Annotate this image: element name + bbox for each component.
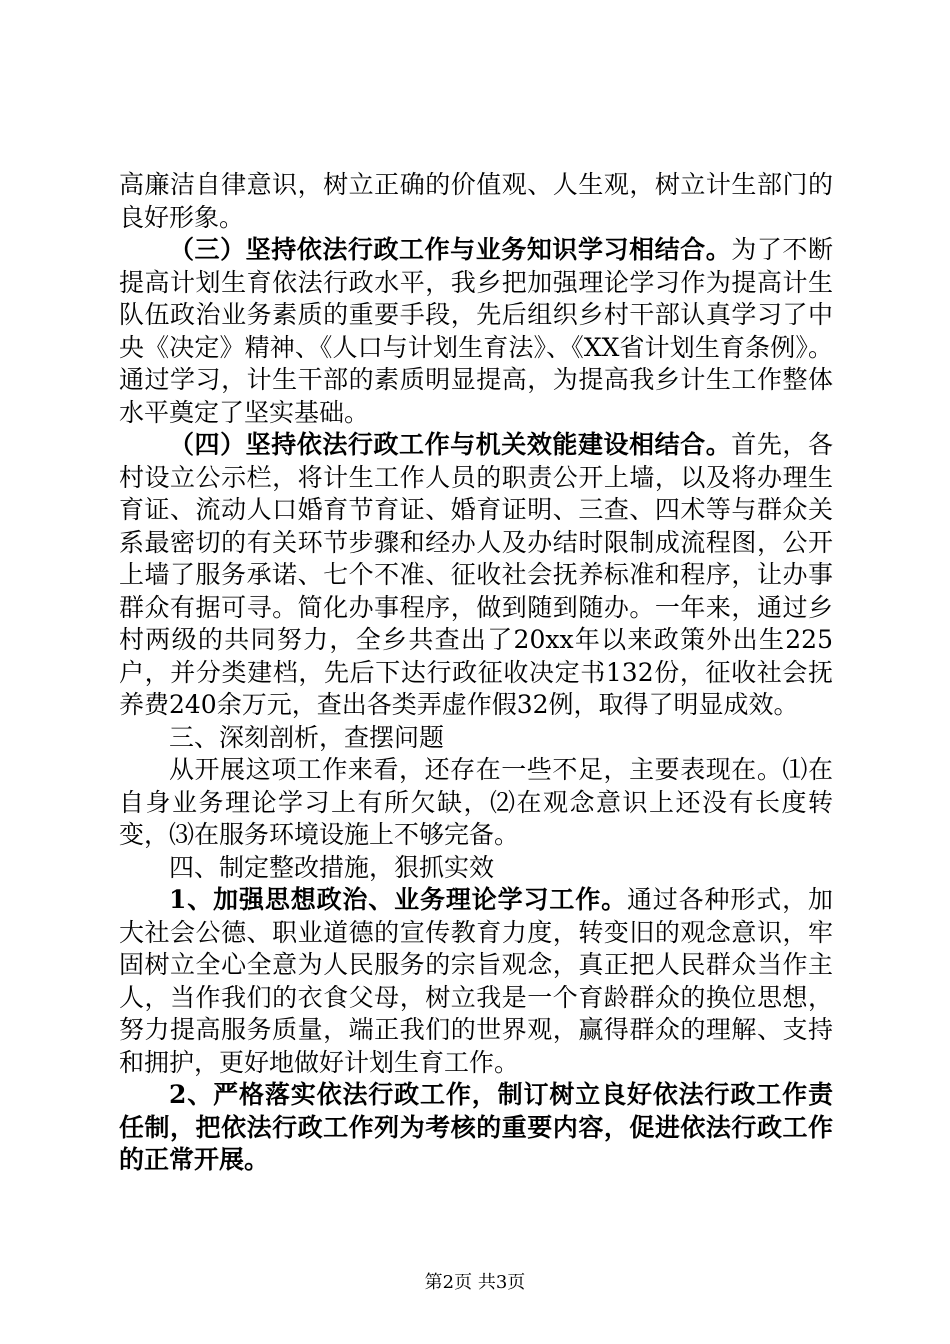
paragraph-2 bbox=[119, 429, 833, 722]
paragraph-0-text: 高廉洁自律意识，树立正确的价值观、人生观，树立计生部门的良好形象。 bbox=[119, 170, 833, 232]
paragraph-1-heading: （三）坚持依法行政工作与业务知识学习相结合。 bbox=[169, 235, 732, 264]
paragraph-6 bbox=[119, 884, 833, 1079]
section-heading-5-text: 四、制定整改措施，狠抓实效 bbox=[169, 852, 495, 882]
section-heading-5 bbox=[119, 852, 833, 885]
paragraph-1 bbox=[119, 234, 833, 429]
paragraph-7-heading: 2、严格落实依法行政工作，制订树立良好依法行政工作责任制，把依法行政工作列为考核的重要内容，促进依法行政工作的正常开展。 bbox=[119, 1080, 833, 1174]
paragraph-4-text: 从开展这项工作来看，还存在一些不足，主要表现在。⑴在自身业务理论学习上有所欠缺，⑵在观念意识上还没有长度转变，⑶在服务环境设施上不够完备。 bbox=[119, 755, 833, 849]
paragraph-4 bbox=[119, 754, 833, 852]
paragraph-2-heading: （四）坚持依法行政工作与机关效能建设相结合。 bbox=[169, 430, 732, 459]
paragraph-1-text: 为了不断提高计划生育依法行政水平，我乡把加强理论学习作为提高计生队伍政治业务素质的重要手段，先后组织乡村干部认真学习了中央《决定》精神、《人口与计划生育法》、《XX省计划生育条例》。通过学习，计生干部的素质明显提高，为提高我乡计生工作整体水平奠定了坚实基础。 bbox=[119, 235, 833, 427]
section-heading-3 bbox=[119, 722, 833, 755]
paragraph-2-text: 首先，各村设立公示栏，将计生工作人员的职责公开上墙，以及将办理生育证、流动人口婚育节育证、婚育证明、三查、四术等与群众关系最密切的有关环节步骤和经办人及办结时限制成流程图，公开上墙了服务承诺、七个不准、征收社会抚养标准和程序，让办事群众有据可寻。简化办事程序，做到随到随办。一年来，通过乡村两级的共同努力，全乡共查出了20xx年以来政策外出生225户，并分类建档，先后下达行政征收决定书132份，征收社会抚养费240余万元，查出各类弄虚作假32例，取得了明显成效。 bbox=[119, 430, 833, 719]
paragraph-7 bbox=[119, 1079, 833, 1177]
document-body bbox=[119, 169, 833, 1177]
page-number-label: 第2页 共3页 bbox=[424, 1272, 526, 1293]
paragraph-6-text: 通过各种形式，加大社会公德、职业道德的宣传教育力度，转变旧的观念意识，牢固树立全心全意为人民服务的宗旨观念，真正把人民群众当作主人，当作我们的衣食父母，树立我是一个育龄群众的换位思想，努力提高服务质量，端正我们的世界观，赢得群众的理解、支持和拥护，更好地做好计划生育工作。 bbox=[119, 885, 833, 1077]
paragraph-6-heading: 1、加强思想政治、业务理论学习工作。 bbox=[169, 885, 627, 914]
paragraph-0 bbox=[119, 169, 833, 234]
section-heading-3-text: 三、深刻剖析，查摆问题 bbox=[169, 722, 445, 752]
page-footer bbox=[0, 1271, 950, 1295]
